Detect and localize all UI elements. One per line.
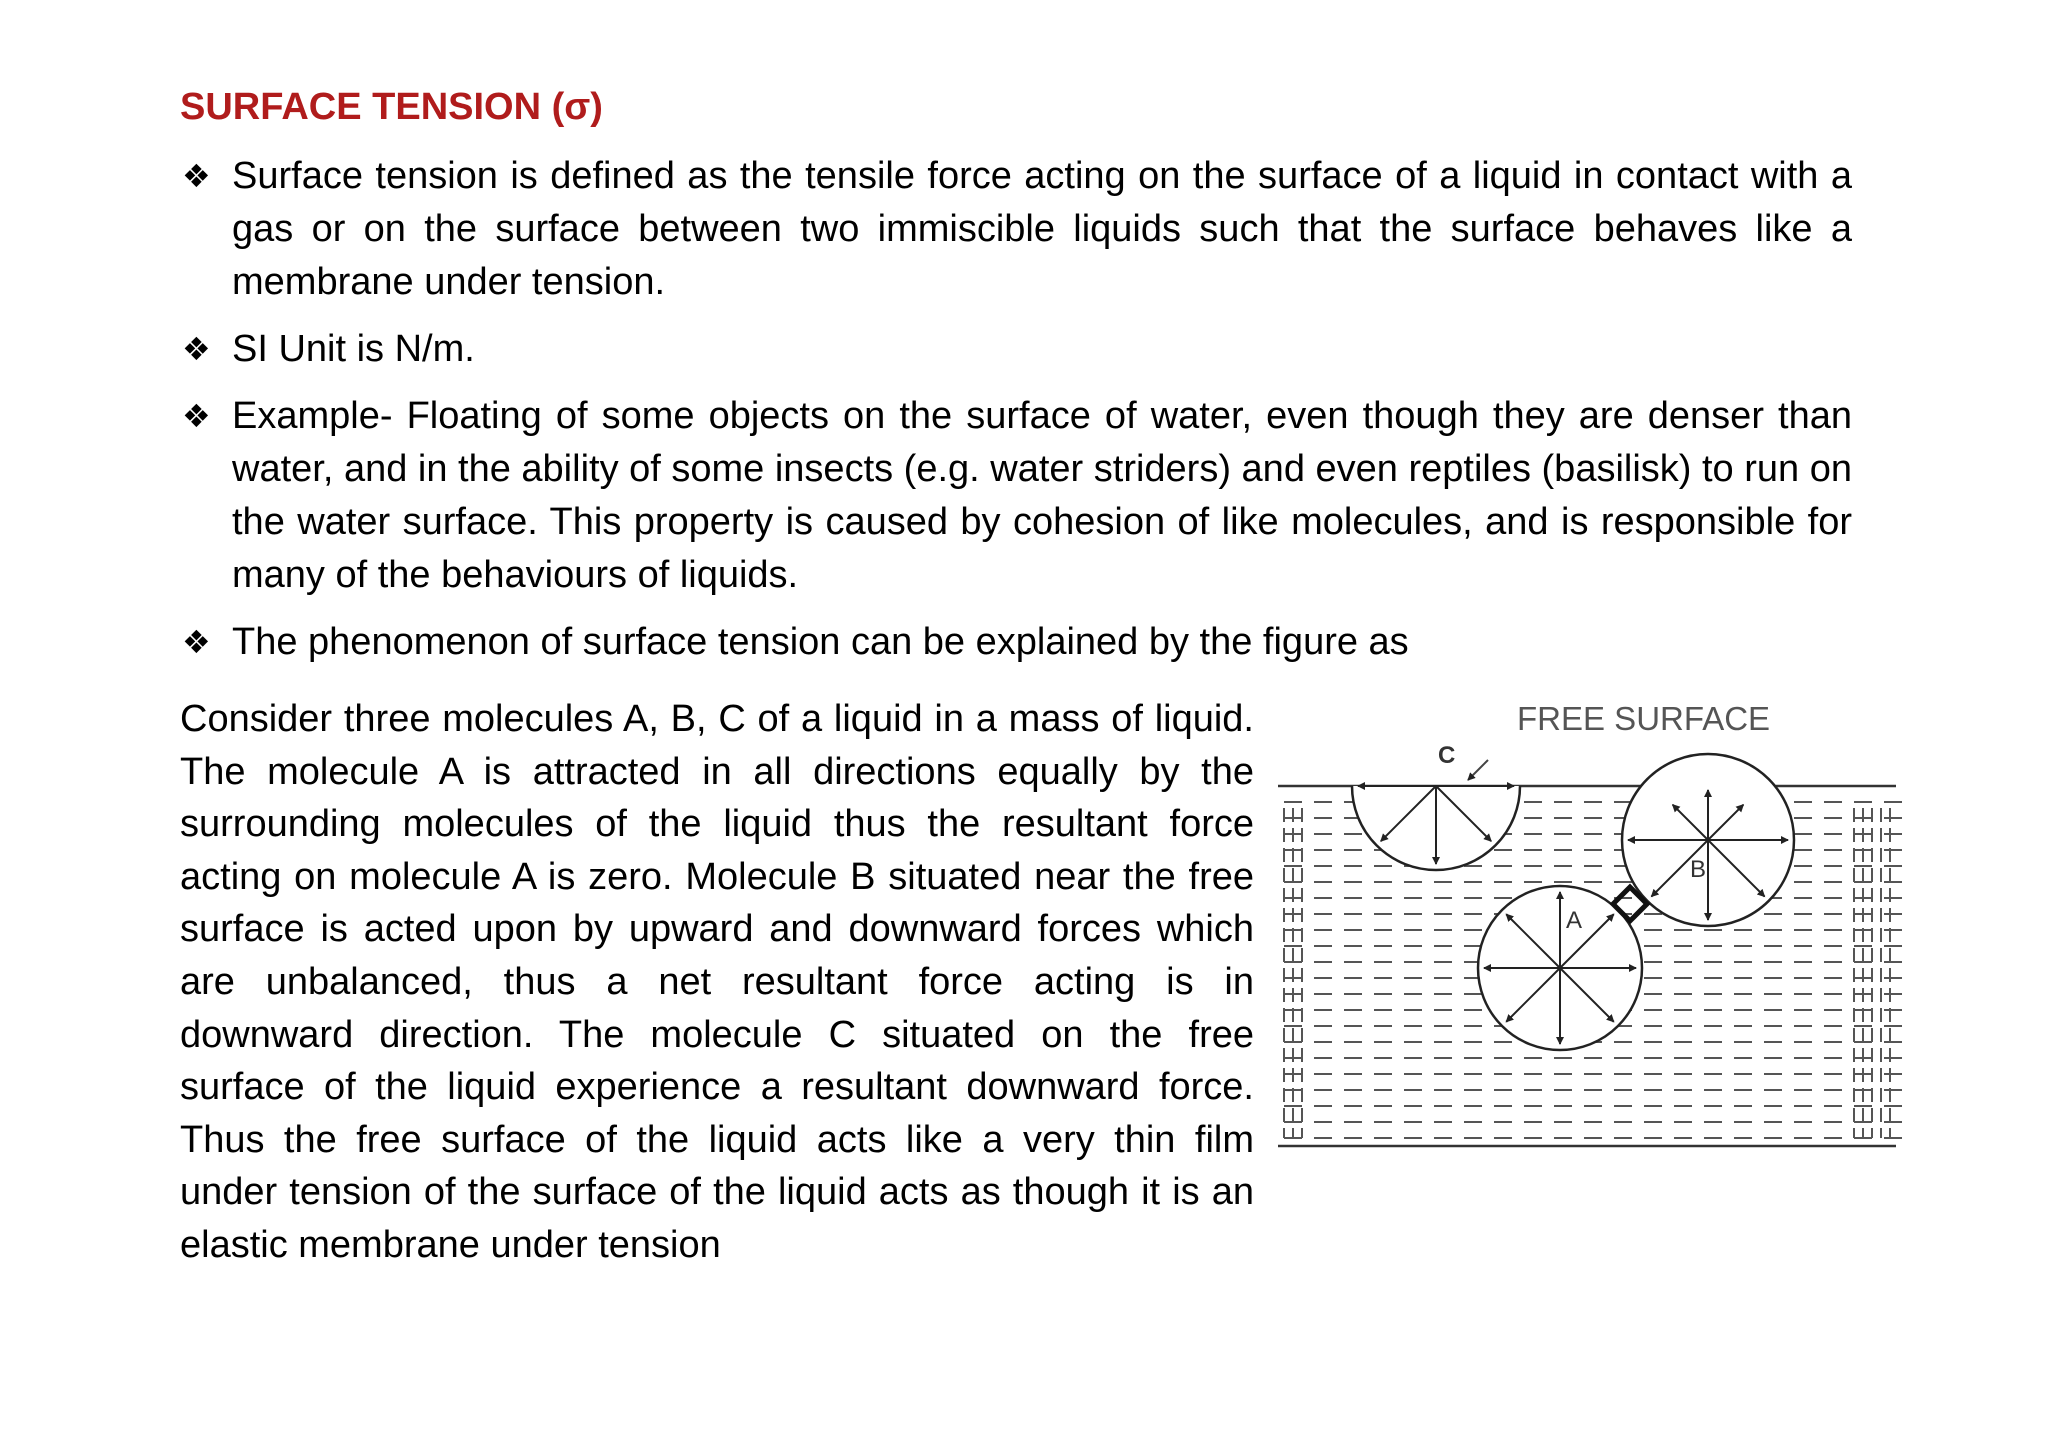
molecule-c-label: C [1438,742,1456,769]
bullet-item [180,616,1852,669]
slide-title: SURFACE TENSION (σ) [180,86,603,128]
bullet-item [180,150,1852,309]
bullet-text: The phenomenon of surface tension can be explained by the figure as [232,621,1409,663]
surface-tension-figure [1270,690,1910,1160]
bullet-text: SI Unit is N/m. [232,328,475,370]
diamond-bullet-icon: ❖ [182,398,211,434]
bullet-item [180,323,1852,376]
diamond-bullet-icon: ❖ [182,624,211,660]
surface-pointer-arrow [1468,760,1488,780]
surface-tension-diagram [1270,690,1910,1160]
explanation-paragraph: Consider three molecules A, B, C of a liquid in a mass of liquid. The molecule A is attracted in all directions equally by the surrounding molecules of the liquid thus the resultant force acting on molecule A is zero. Molecule B situated near the free surface is acted upon by upward and downward forces which are unbalanced, thus a net resultant force acting is in downward direction. The molecule C situated on the free surface of the liquid experience a resultant downward force. Thus the free surface of the liquid acts like a very thin film under tension of the surface of the liquid acts as though it is an elastic membrane under tension [180,698,1254,1266]
bullet-text: Surface tension is defined as the tensile force acting on the surface of a liquid in contact with a gas or on the surface between two immiscible liquids such that the surface behaves like a membrane under tension. [232,155,1852,303]
molecule-a-label: A [1566,907,1583,934]
bullet-text: Example- Floating of some objects on the surface of water, even though they are denser than water, and in the ability of some insects (e.g. water striders) and even reptiles (basilisk) to run on the water surface. This property is caused by cohesion of like molecules, and is responsible for many of the behaviours of liquids. [232,395,1852,596]
molecule-spheres [1352,754,1794,1050]
molecule-b-label: B [1690,856,1707,883]
free-surface-label: FREE SURFACE [1517,700,1771,737]
bullet-list [180,150,1852,683]
diamond-bullet-icon: ❖ [182,158,211,194]
bullet-item [180,390,1852,602]
diamond-bullet-icon: ❖ [182,331,211,367]
